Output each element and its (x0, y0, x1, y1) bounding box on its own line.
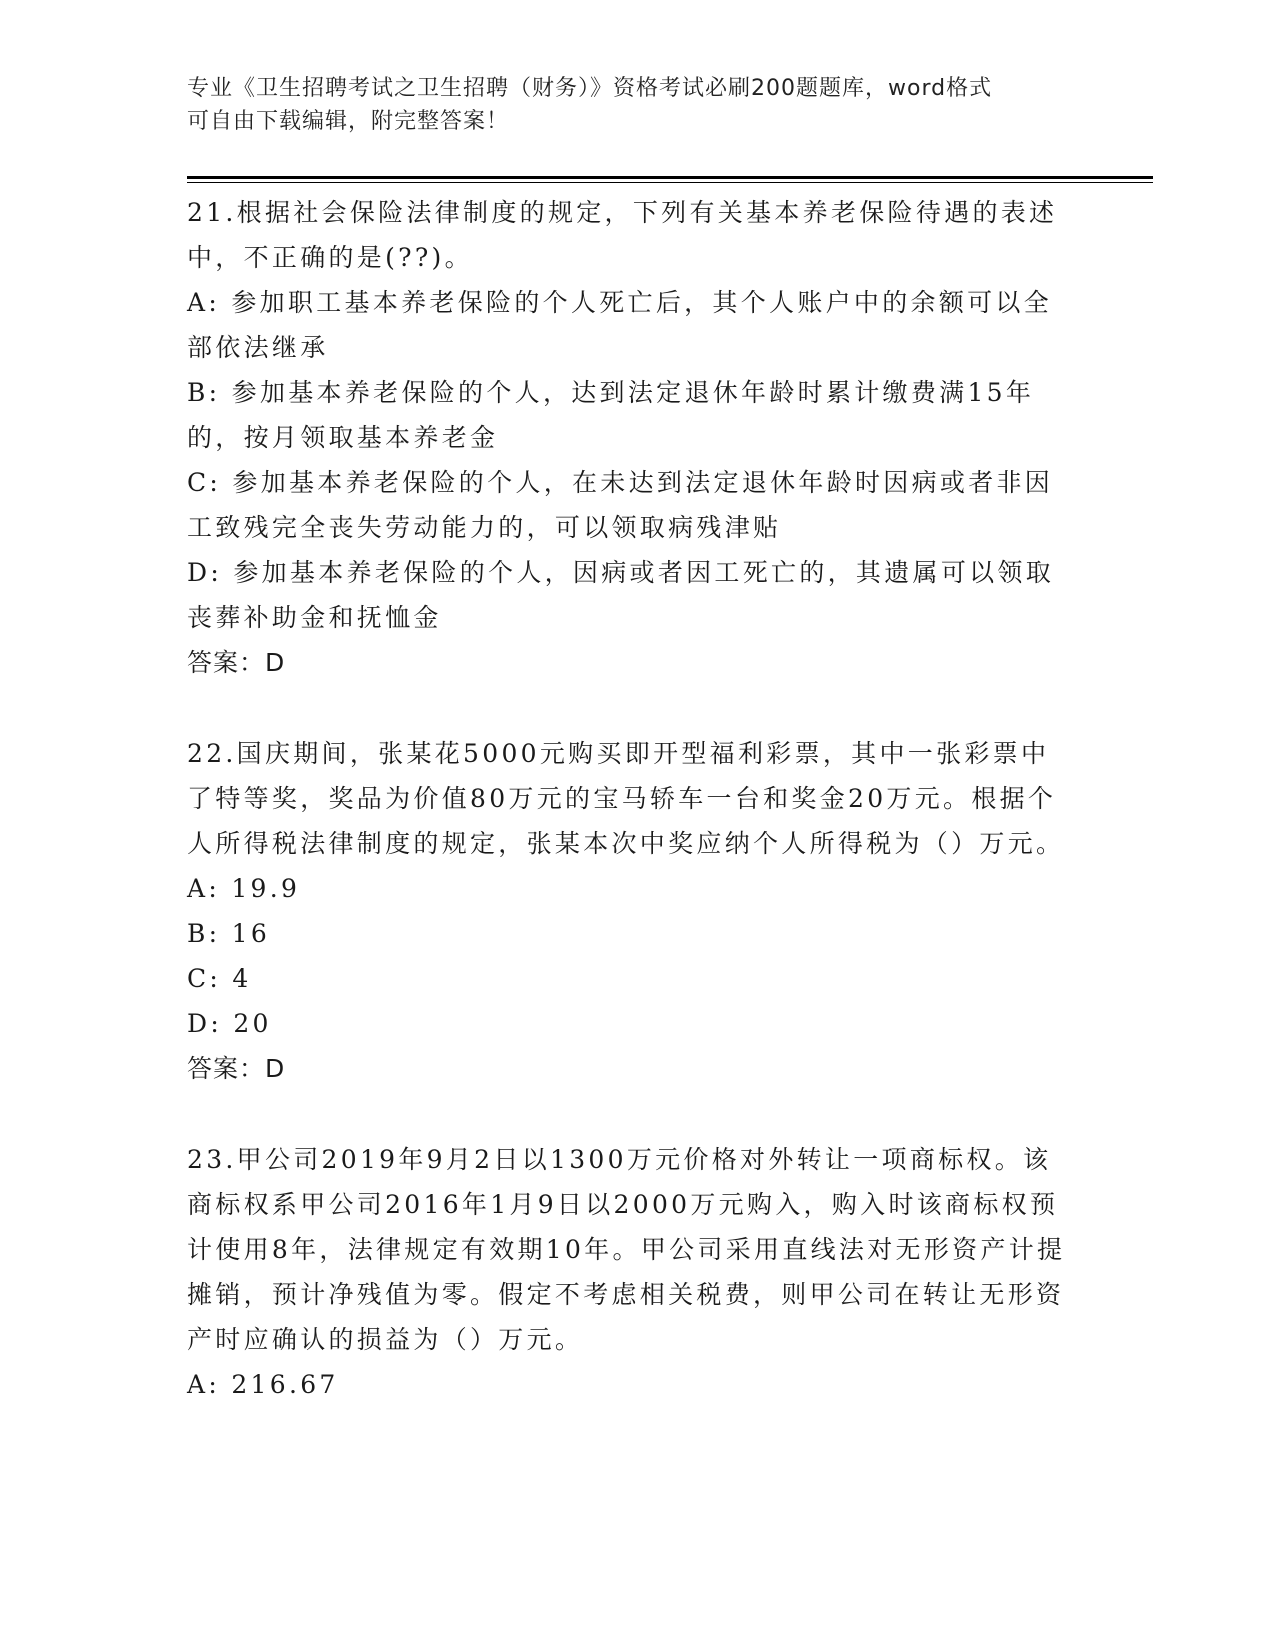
question-21 (187, 190, 1067, 685)
header-divider-thin (187, 182, 1153, 183)
header-line-1: 专业《卫生招聘考试之卫生招聘（财务）》资格考试必刷200题题库，word格式 (187, 76, 993, 101)
option-d: D: 参加基本养老保险的个人，因病或者因工死亡的，其遗属可以领取丧葬补助金和抚恤金 (187, 558, 1055, 632)
question-22 (187, 731, 1067, 1091)
header-divider-thick (187, 176, 1153, 179)
question-stem: 21.根据社会保险法律制度的规定，下列有关基本养老保险待遇的表述中，不正确的是(??)。 (187, 198, 1058, 272)
option-b: B: 参加基本养老保险的个人，达到法定退休年龄时累计缴费满15年的，按月领取基本养老金 (187, 378, 1035, 452)
option-a: A: 19.9 (187, 874, 301, 903)
header-line-2: 可自由下载编辑，附完整答案！ (187, 109, 510, 134)
answer-line: 答案：D (187, 648, 286, 677)
option-c: C: 参加基本养老保险的个人，在未达到法定退休年龄时因病或者非因工致残完全丧失劳动能力的，可以领取病残津贴 (187, 468, 1054, 542)
option-a: A: 216.67 (187, 1370, 339, 1399)
option-d: D: 20 (187, 1009, 272, 1038)
option-c: C: 4 (187, 964, 252, 993)
option-b: B: 16 (187, 919, 271, 948)
document-header (187, 72, 1067, 138)
option-a: A: 参加职工基本养老保险的个人死亡后，其个人账户中的余额可以全部依法继承 (187, 288, 1053, 362)
answer-line: 答案：D (187, 1054, 286, 1083)
question-stem: 22.国庆期间，张某花5000元购买即开型福利彩票，其中一张彩票中了特等奖，奖品为价值80万元的宝马轿车一台和奖金20万元。根据个人所得税法律制度的规定，张某本次中奖应纳个人所得税为（）万元。 (187, 739, 1065, 858)
question-23 (187, 1137, 1067, 1407)
question-list (187, 190, 1067, 1453)
question-stem: 23.甲公司2019年9月2日以1300万元价格对外转让一项商标权。该商标权系甲公司2016年1月9日以2000万元购入，购入时该商标权预计使用8年，法律规定有效期10年。甲公司采用直线法对无形资产计提摊销，预计净残值为零。假定不考虑相关税费，则甲公司在转让无形资产时应确认的损益为（）万元。 (187, 1145, 1066, 1354)
